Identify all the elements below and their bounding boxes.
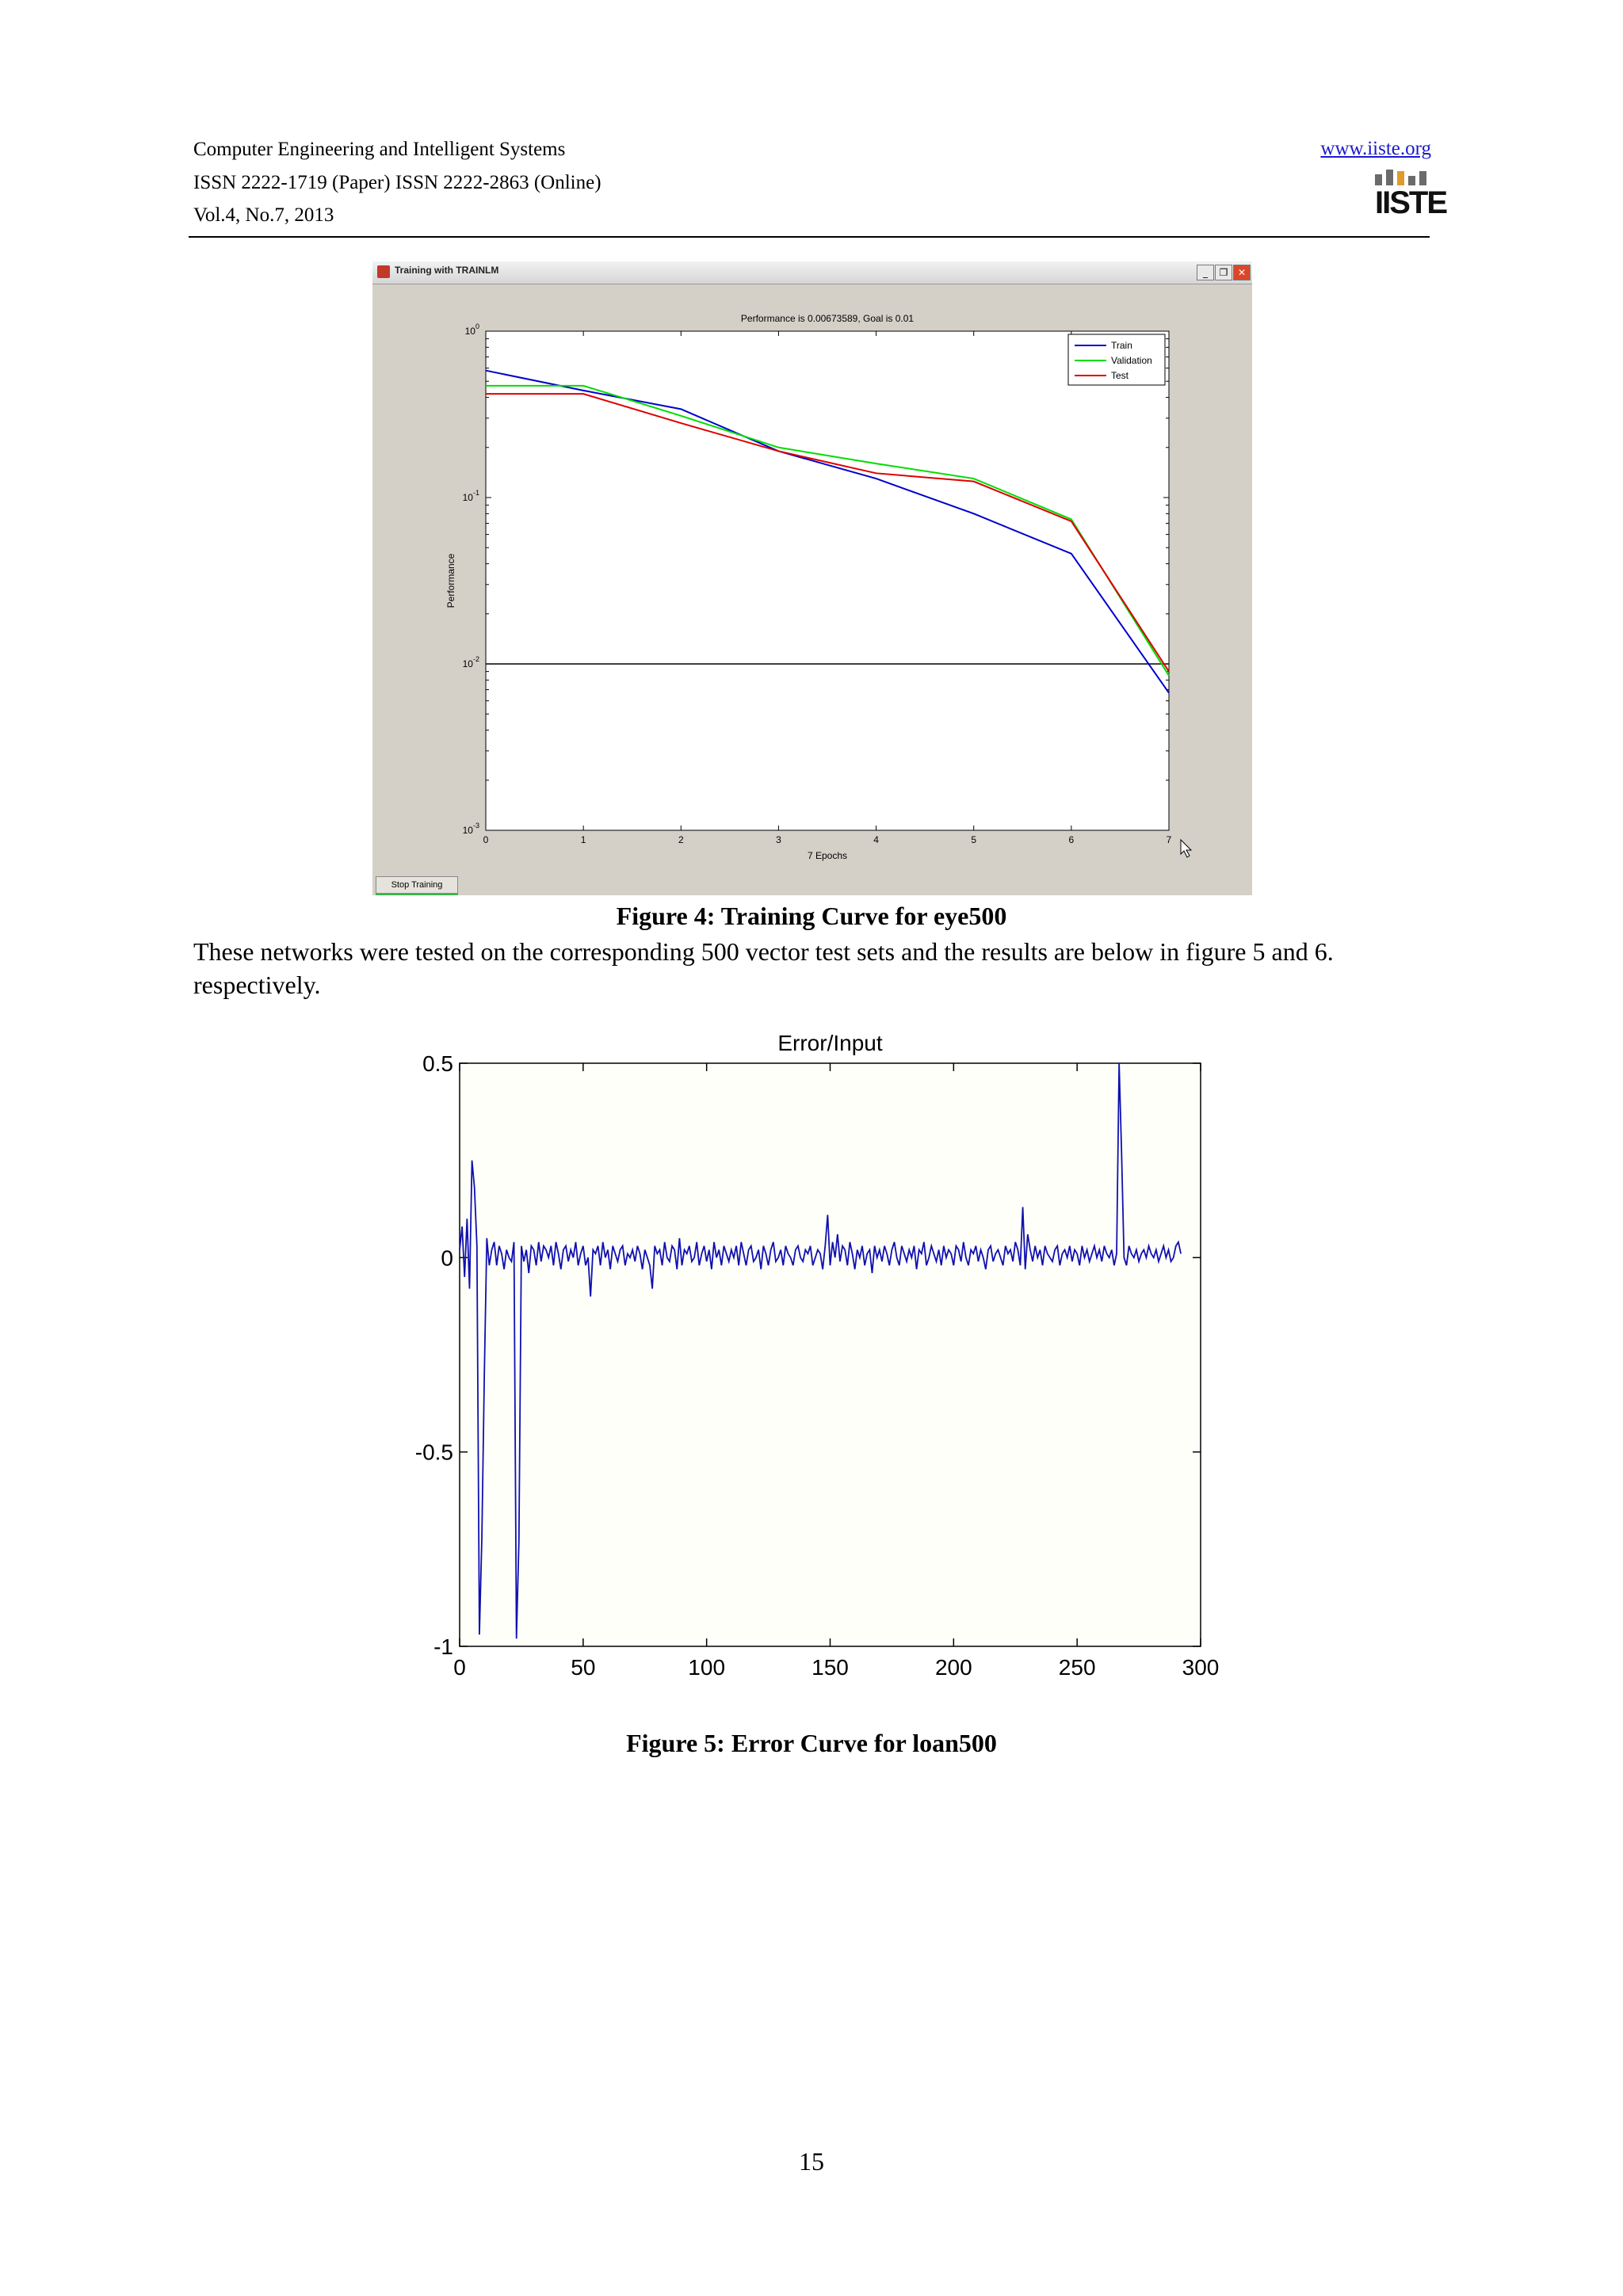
page-number: 15 xyxy=(799,2147,824,2176)
y-tick-label: -1 xyxy=(433,1634,453,1659)
x-tick-label: 100 xyxy=(688,1655,726,1680)
y-tick-label: $10^{-3}$ xyxy=(462,822,479,836)
legend-label: Train xyxy=(1111,340,1132,351)
y-tick-label: $10^0$ xyxy=(464,322,479,337)
mouse-cursor-icon xyxy=(1181,840,1191,857)
y-tick-label: -0.5 xyxy=(414,1440,453,1465)
x-tick-label: 4 xyxy=(873,834,879,845)
window-title: Training with TRAINLM xyxy=(395,265,499,276)
website-link[interactable]: www.iiste.org xyxy=(1320,138,1431,159)
x-tick-label: 5 xyxy=(971,834,977,845)
legend-label: Validation xyxy=(1111,355,1152,366)
y-tick-label: 0.5 xyxy=(422,1051,453,1076)
figure5-caption: Figure 5: Error Curve for loan500 xyxy=(626,1729,997,1757)
x-tick-label: 6 xyxy=(1068,834,1075,845)
header-rule xyxy=(189,236,1430,238)
plot-area xyxy=(460,1063,1201,1646)
volume-line: Vol.4, No.7, 2013 xyxy=(193,204,334,226)
chart-title: Performance is 0.00673589, Goal is 0.01 xyxy=(740,313,915,324)
close-button[interactable]: ✕ xyxy=(1233,265,1251,280)
x-tick-label: 0 xyxy=(453,1655,466,1680)
error-chart xyxy=(396,1006,1236,1688)
x-tick-label: 0 xyxy=(483,834,489,845)
x-tick-label: 7 xyxy=(1166,834,1172,845)
progress-strip xyxy=(376,894,458,895)
x-tick-label: 200 xyxy=(934,1655,972,1680)
y-axis-label: Performance xyxy=(445,553,456,608)
y-tick-label: 0 xyxy=(441,1245,453,1271)
iiste-logo xyxy=(1375,170,1447,225)
restore-button[interactable]: ❐ xyxy=(1215,265,1232,280)
minimize-button[interactable]: _ xyxy=(1197,265,1214,280)
x-tick-label: 150 xyxy=(812,1655,849,1680)
plot-area xyxy=(486,331,1169,830)
training-window xyxy=(372,261,1252,895)
x-tick-label: 300 xyxy=(1182,1655,1220,1680)
y-tick-label: $10^{-2}$ xyxy=(462,655,479,669)
figure4-caption: Figure 4: Training Curve for eye500 xyxy=(616,902,1007,930)
x-tick-label: 1 xyxy=(580,834,586,845)
logo-text: IISTE xyxy=(1375,185,1447,220)
y-tick-label: $10^{-1}$ xyxy=(462,489,479,503)
performance-chart xyxy=(372,261,1252,895)
chart-title: Error/Input xyxy=(777,1031,883,1055)
x-tick-label: 3 xyxy=(776,834,781,845)
x-tick-label: 2 xyxy=(678,834,684,845)
legend-label: Test xyxy=(1111,370,1129,381)
logo-bars-icon xyxy=(1375,170,1429,185)
x-axis-label: 7 Epochs xyxy=(807,850,848,861)
issn-line: ISSN 2222-1719 (Paper) ISSN 2222-2863 (Online) xyxy=(193,172,601,193)
x-tick-label: 50 xyxy=(571,1655,596,1680)
journal-title: Computer Engineering and Intelligent Systems xyxy=(193,139,566,160)
body-paragraph: These networks were tested on the corresponding 500 vector test sets and the results are below in figure 5 and 6. respectively. xyxy=(193,937,1334,999)
stop-training-button[interactable]: Stop Training xyxy=(376,876,458,894)
x-tick-label: 250 xyxy=(1058,1655,1096,1680)
